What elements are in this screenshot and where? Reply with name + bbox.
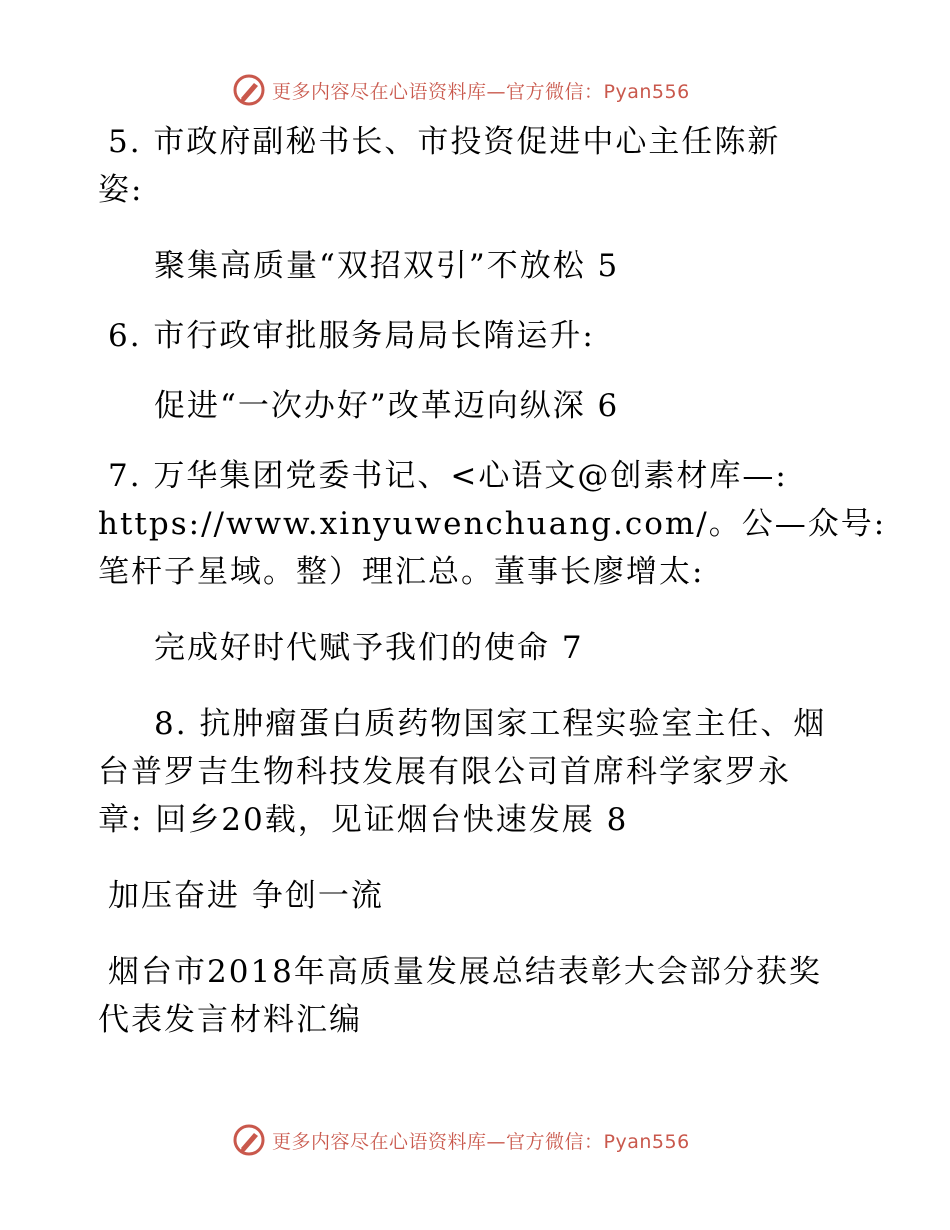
document-body [98, 118, 887, 1044]
footer-watermark-text: 更多内容尽在心语资料库—官方微信：Pyan556 [272, 1130, 690, 1153]
toc-line-7c: 笔杆子星域。整）理汇总。董事长廖增太: [98, 554, 705, 590]
toc-title-5: 聚集高质量“双招双引”不放松 5 [154, 248, 620, 284]
document-title-line-1: 烟台市2018年高质量发展总结表彰大会部分获奖 [108, 954, 822, 990]
toc-line-8b: 台普罗吉生物科技发展有限公司首席科学家罗永 [98, 754, 791, 790]
toc-line-5b: 姿: [98, 172, 144, 208]
header-watermark-text: 更多内容尽在心语资料库—官方微信：Pyan556 [272, 80, 690, 103]
header-watermark-banner [232, 73, 712, 107]
toc-line-6: 6. 市行政审批服务局局长隋运升: [108, 318, 595, 354]
document-title-line-2: 代表发言材料汇编 [98, 1002, 362, 1038]
toc-line-7a: 7. 万华集团党委书记、<心语文@创素材库—: [108, 458, 788, 494]
pen-logo-icon [232, 1123, 266, 1157]
toc-line-8a: 8. 抗肿瘤蛋白质药物国家工程实验室主任、烟 [154, 706, 827, 742]
section-heading: 加压奋进 争创一流 [108, 878, 384, 914]
pen-logo-icon [232, 73, 266, 107]
toc-title-6: 促进“一次办好”改革迈向纵深 6 [154, 388, 620, 424]
toc-line-8c: 章: 回乡20载，见证烟台快速发展 8 [98, 802, 629, 838]
toc-title-7: 完成好时代赋予我们的使命 7 [154, 630, 584, 666]
toc-line-7b: https://www.xinyuwenchuang.com/。公—众号: [98, 506, 887, 542]
toc-line-5a: 5. 市政府副秘书长、市投资促进中心主任陈新 [108, 124, 781, 160]
footer-watermark-banner [232, 1123, 712, 1157]
